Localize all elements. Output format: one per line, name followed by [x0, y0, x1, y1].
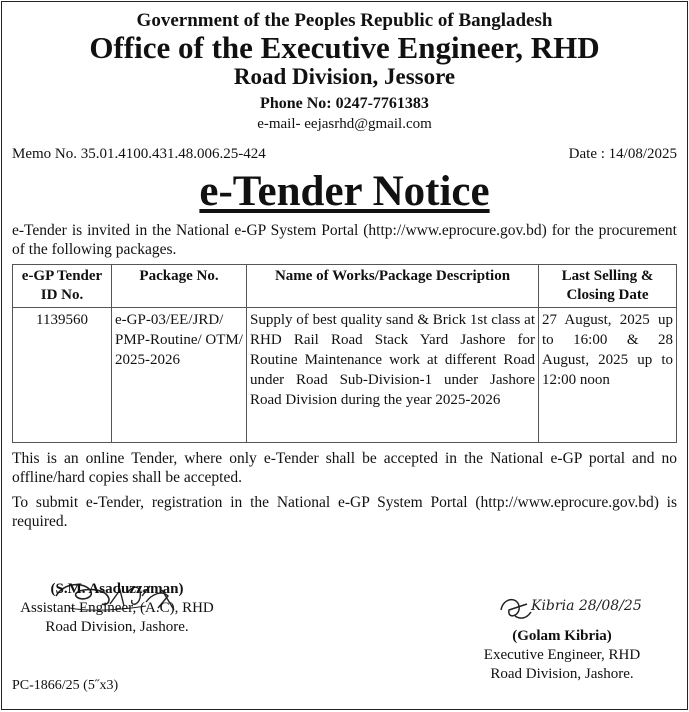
right-signatory: [457, 595, 667, 684]
left-signatory-name: (S.M. Asaduzzaman): [50, 581, 184, 597]
left-signatory-designation: Assistant Engineer, (A.C), RHD: [20, 600, 214, 616]
division-heading: Road Division, Jessore: [233, 64, 456, 89]
header-closing-date: Last Selling & Closing Date: [539, 265, 677, 308]
publication-code: PC-1866/25 (5˝x3): [12, 678, 119, 693]
tender-notice-page: [1, 1, 688, 710]
header-tender-id: e-GP Tender ID No.: [13, 265, 112, 308]
registration-paragraph: To submit e-Tender, registration in the National e-GP System Portal (http://www.eprocure.gov.bd) is required.: [12, 494, 677, 530]
memo-row: [12, 145, 677, 163]
table-header-row: [13, 265, 677, 308]
cell-tender-id: 1139560: [13, 308, 112, 443]
table-row: [13, 308, 677, 443]
right-signatory-office: Road Division, Jashore.: [490, 666, 634, 682]
cell-closing-date: 27 August, 2025 up to 16:00 & 28 August, 2025 up to 12:00 noon: [539, 308, 677, 443]
tender-table: [12, 264, 677, 443]
notice-title: e-Tender Notice: [199, 168, 490, 215]
memo-date: Date : 14/08/2025: [568, 146, 677, 162]
header-package-no: Package No.: [112, 265, 247, 308]
cell-package-no: e-GP-03/EE/JRD/ PMP-Routine/ OTM/ 2025-2026: [112, 308, 247, 443]
intro-paragraph: e-Tender is invited in the National e-GP System Portal (http://www.eprocure.gov.bd) for the procurement of the following packages.: [12, 222, 677, 258]
phone-number: Phone No: 0247-7761383: [260, 95, 429, 112]
left-signatory: [12, 580, 222, 637]
right-signatory-designation: Executive Engineer, RHD: [483, 647, 641, 663]
header-description: Name of Works/Package Description: [247, 265, 539, 308]
right-signatory-name: (Golam Kibria): [512, 628, 612, 644]
government-heading: Government of the Peoples Republic of Bangladesh: [136, 10, 553, 31]
online-tender-paragraph: This is an online Tender, where only e-Tender shall be accepted in the National e-GP portal and no offline/hard copies shall be accepted.: [12, 450, 677, 486]
memo-number: Memo No. 35.01.4100.431.48.006.25-424: [12, 146, 266, 162]
cell-description: Supply of best quality sand & Brick 1st class at RHD Rail Road Stack Yard Jashore for Routine Maintenance work at different Road under Road Sub-Division-1 under Jashore Road Division during the year 2025-2026: [247, 308, 539, 443]
left-signatory-office: Road Division, Jashore.: [45, 619, 189, 635]
office-heading: Office of the Executive Engineer, RHD: [89, 30, 600, 65]
right-signature-handwriting: Kibria 28/08/25: [531, 598, 642, 614]
email-address: e-mail- eejasrhd@gmail.com: [257, 116, 432, 132]
